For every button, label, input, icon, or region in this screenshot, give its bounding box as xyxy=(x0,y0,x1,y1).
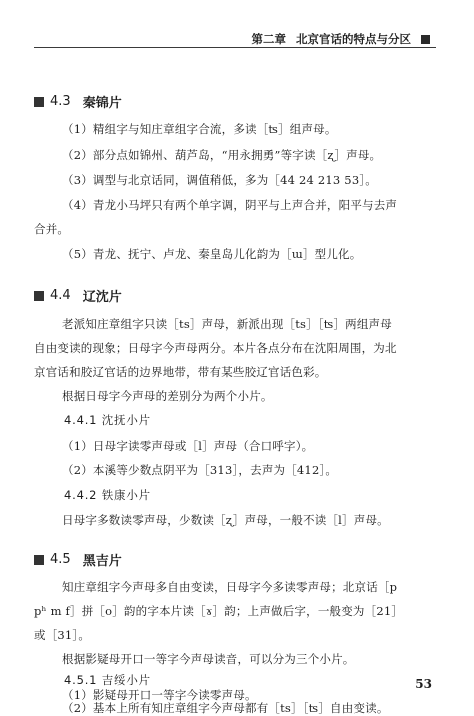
section-heading-4-4 xyxy=(34,286,122,305)
paragraph-line: 或［31］。 xyxy=(34,628,91,642)
list-item: （2）本溪等少数点阴平为［313］，去声为［412］。 xyxy=(62,463,338,477)
paragraph-line: 日母字多数读零声母，少数读［ʐ］声母，一般不读［l］声母。 xyxy=(62,513,389,527)
list-item: （3）调型与北京话同，调值稍低，多为［44 24 213 53］。 xyxy=(62,173,377,187)
paragraph-line: pʰ m f］拼［o］韵的字本片读［ɤ］韵；上声做后字，一般变为［21］ xyxy=(34,604,404,618)
paragraph-line: 京官话和胶辽官话的边界地带，带有某些胶辽官话色彩。 xyxy=(34,365,327,379)
list-item-continuation: 合并。 xyxy=(34,222,70,236)
list-item: （1）影疑母开口一等字今读零声母。 xyxy=(62,688,257,702)
header-rule xyxy=(34,47,436,48)
section-number: 4.3 xyxy=(50,94,71,109)
subsection-heading: 4.4.1 沈抚小片 xyxy=(64,413,151,427)
paragraph-line: 根据影疑母开口一等字今声母读音，可以分为三个小片。 xyxy=(62,652,355,666)
running-header xyxy=(252,31,431,47)
list-item: （1）日母字读零声母或［l］声母（合口呼字）。 xyxy=(62,439,314,453)
subsection-heading: 4.5.1 吉绥小片 xyxy=(64,673,151,687)
section-title: 黑吉片 xyxy=(82,554,122,569)
section-number: 4.4 xyxy=(50,288,71,303)
header-title: 北京官话的特点与分区 xyxy=(296,32,411,46)
paragraph-line: 自由变读的现象；日母字今声母两分。本片各点分布在沈阳周围，为北 xyxy=(34,341,397,355)
list-item: （1）精组字与知庄章组字合流，多读［ʦ］组声母。 xyxy=(62,122,337,136)
paragraph-line: 知庄章组字今声母多自由变读，日母字今多读零声母；北京话［p xyxy=(62,580,398,594)
list-item: （4）青龙小马坪只有两个单字调，阴平与上声合并，阳平与去声 xyxy=(62,198,398,212)
page-number: 53 xyxy=(415,677,432,691)
section-square-icon xyxy=(34,97,44,107)
section-title: 辽沈片 xyxy=(82,290,122,305)
paragraph-line: 根据日母字今声母的差别分为两个小片。 xyxy=(62,389,273,403)
section-number: 4.5 xyxy=(50,552,71,567)
list-item: （5）青龙、抚宁、卢龙、秦皇岛儿化韵为［ɯ］型儿化。 xyxy=(62,247,362,261)
list-item: （2）部分点如锦州、葫芦岛，“用永拥勇”等字读［ʐ］声母。 xyxy=(62,148,382,162)
list-item: （2）基本上所有知庄章组字今声母都有［ts］［ʦ］自由变读。 xyxy=(62,701,389,715)
section-square-icon xyxy=(34,291,44,301)
section-title: 秦锦片 xyxy=(82,96,122,111)
header-square-icon xyxy=(421,35,430,44)
header-chapter: 第二章 xyxy=(251,32,286,46)
section-heading-4-5 xyxy=(34,550,122,569)
section-heading-4-3 xyxy=(34,92,122,111)
paragraph-line: 老派知庄章组字只读［ts］声母，新派出现［ts］［ʦ］两组声母 xyxy=(62,317,392,331)
section-square-icon xyxy=(34,555,44,565)
subsection-heading: 4.4.2 铁康小片 xyxy=(64,488,151,502)
